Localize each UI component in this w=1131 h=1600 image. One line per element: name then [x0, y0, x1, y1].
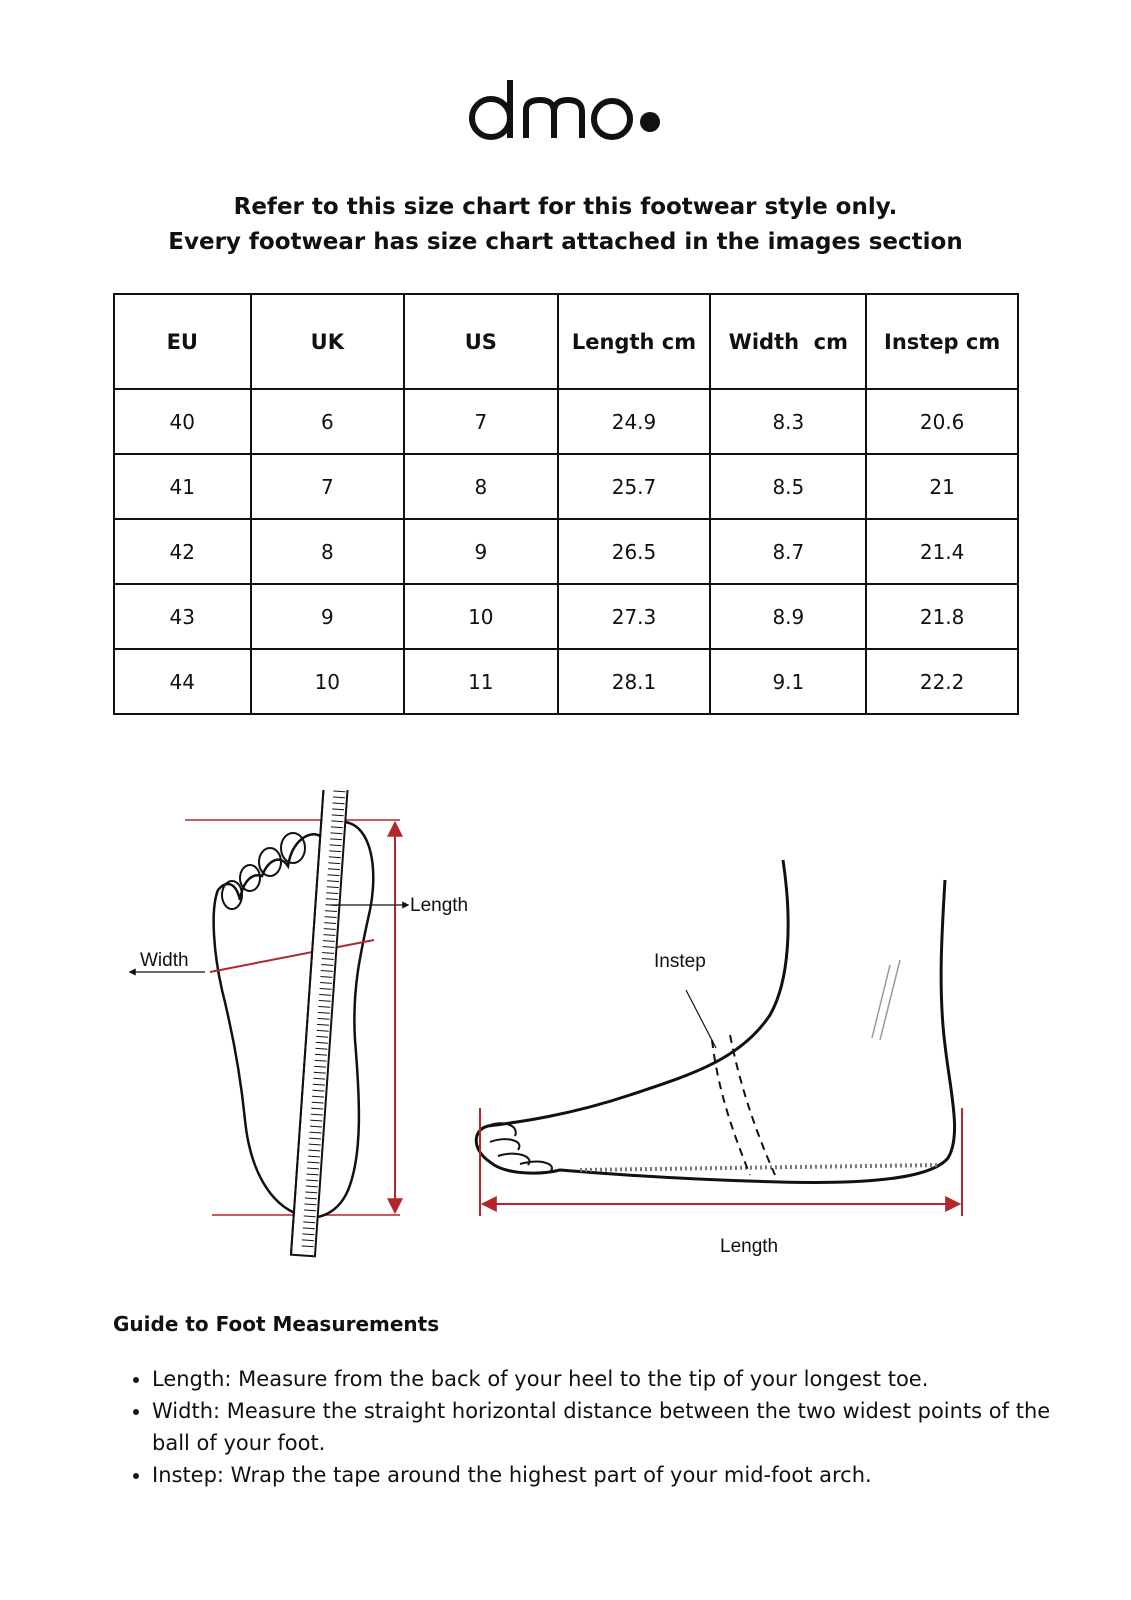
table-header-row	[114, 294, 1018, 389]
size-chart-table	[113, 293, 1019, 715]
sole-outline-icon	[214, 822, 374, 1218]
side-length-label: Length	[720, 1236, 779, 1257]
side-foot-outline-icon	[476, 860, 954, 1182]
instep-pointer	[686, 990, 716, 1048]
cell-eu: 41	[114, 454, 251, 519]
cell-width: 8.9	[710, 584, 866, 649]
side-toes-icon	[488, 1123, 552, 1172]
cell-uk: 7	[251, 454, 405, 519]
cell-width: 8.7	[710, 519, 866, 584]
cell-width: 9.1	[710, 649, 866, 714]
header-length: Length cm	[558, 294, 711, 389]
cell-eu: 42	[114, 519, 251, 584]
cell-uk: 8	[251, 519, 405, 584]
cell-width: 8.5	[710, 454, 866, 519]
cell-instep: 21.4	[866, 519, 1018, 584]
header-us: US	[404, 294, 557, 389]
cell-length: 25.7	[558, 454, 711, 519]
header-instep: Instep cm	[866, 294, 1018, 389]
cell-length: 28.1	[558, 649, 711, 714]
measurement-figures	[0, 790, 1131, 1300]
list-item: • Width: Measure the straight horizontal distance between the two widest points of the ball of your foot.	[152, 1395, 1082, 1459]
cell-uk: 9	[251, 584, 405, 649]
header-width: Width cm	[710, 294, 866, 389]
sole-length-label: Length	[410, 895, 469, 916]
cell-us: 9	[404, 519, 557, 584]
ankle-shading	[872, 960, 900, 1040]
cell-width: 8.3	[710, 389, 866, 454]
table-row	[114, 584, 1018, 649]
cell-length: 27.3	[558, 584, 711, 649]
instep-dash-right	[730, 1035, 775, 1175]
cell-uk: 10	[251, 649, 405, 714]
list-item: • Length: Measure from the back of your heel to the tip of your longest toe.	[152, 1363, 1082, 1395]
sole-shading	[580, 1165, 940, 1170]
intro-line-1: Refer to this size chart for this footwear style only.	[233, 194, 898, 220]
cell-eu: 43	[114, 584, 251, 649]
intro-text	[0, 190, 1131, 260]
cell-instep: 21.8	[866, 584, 1018, 649]
cell-uk: 6	[251, 389, 405, 454]
table-row	[114, 519, 1018, 584]
table-row	[114, 389, 1018, 454]
header-uk: UK	[251, 294, 405, 389]
cell-length: 24.9	[558, 389, 711, 454]
list-item: • Instep: Wrap the tape around the highest part of your mid-foot arch.	[152, 1459, 1082, 1491]
dmo-logo-mark	[466, 70, 666, 150]
cell-eu: 44	[114, 649, 251, 714]
table-row	[114, 649, 1018, 714]
cell-us: 7	[404, 389, 557, 454]
side-instep-label: Instep	[654, 951, 706, 972]
sole-width-label: Width	[140, 950, 189, 971]
sole-diagram	[130, 790, 468, 1256]
cell-instep: 22.2	[866, 649, 1018, 714]
cell-instep: 20.6	[866, 389, 1018, 454]
cell-us: 11	[404, 649, 557, 714]
side-diagram	[476, 860, 962, 1257]
brand-logo	[0, 70, 1131, 154]
foot-illustrations	[0, 790, 1131, 1300]
cell-us: 8	[404, 454, 557, 519]
table-row	[114, 454, 1018, 519]
cell-eu: 40	[114, 389, 251, 454]
intro-line-2: Every footwear has size chart attached in the images section	[168, 229, 963, 255]
header-eu: EU	[114, 294, 251, 389]
guide-list	[113, 1363, 1082, 1491]
cell-us: 10	[404, 584, 557, 649]
guide-title: Guide to Foot Measurements	[113, 1312, 440, 1336]
cell-length: 26.5	[558, 519, 711, 584]
cell-instep: 21	[866, 454, 1018, 519]
